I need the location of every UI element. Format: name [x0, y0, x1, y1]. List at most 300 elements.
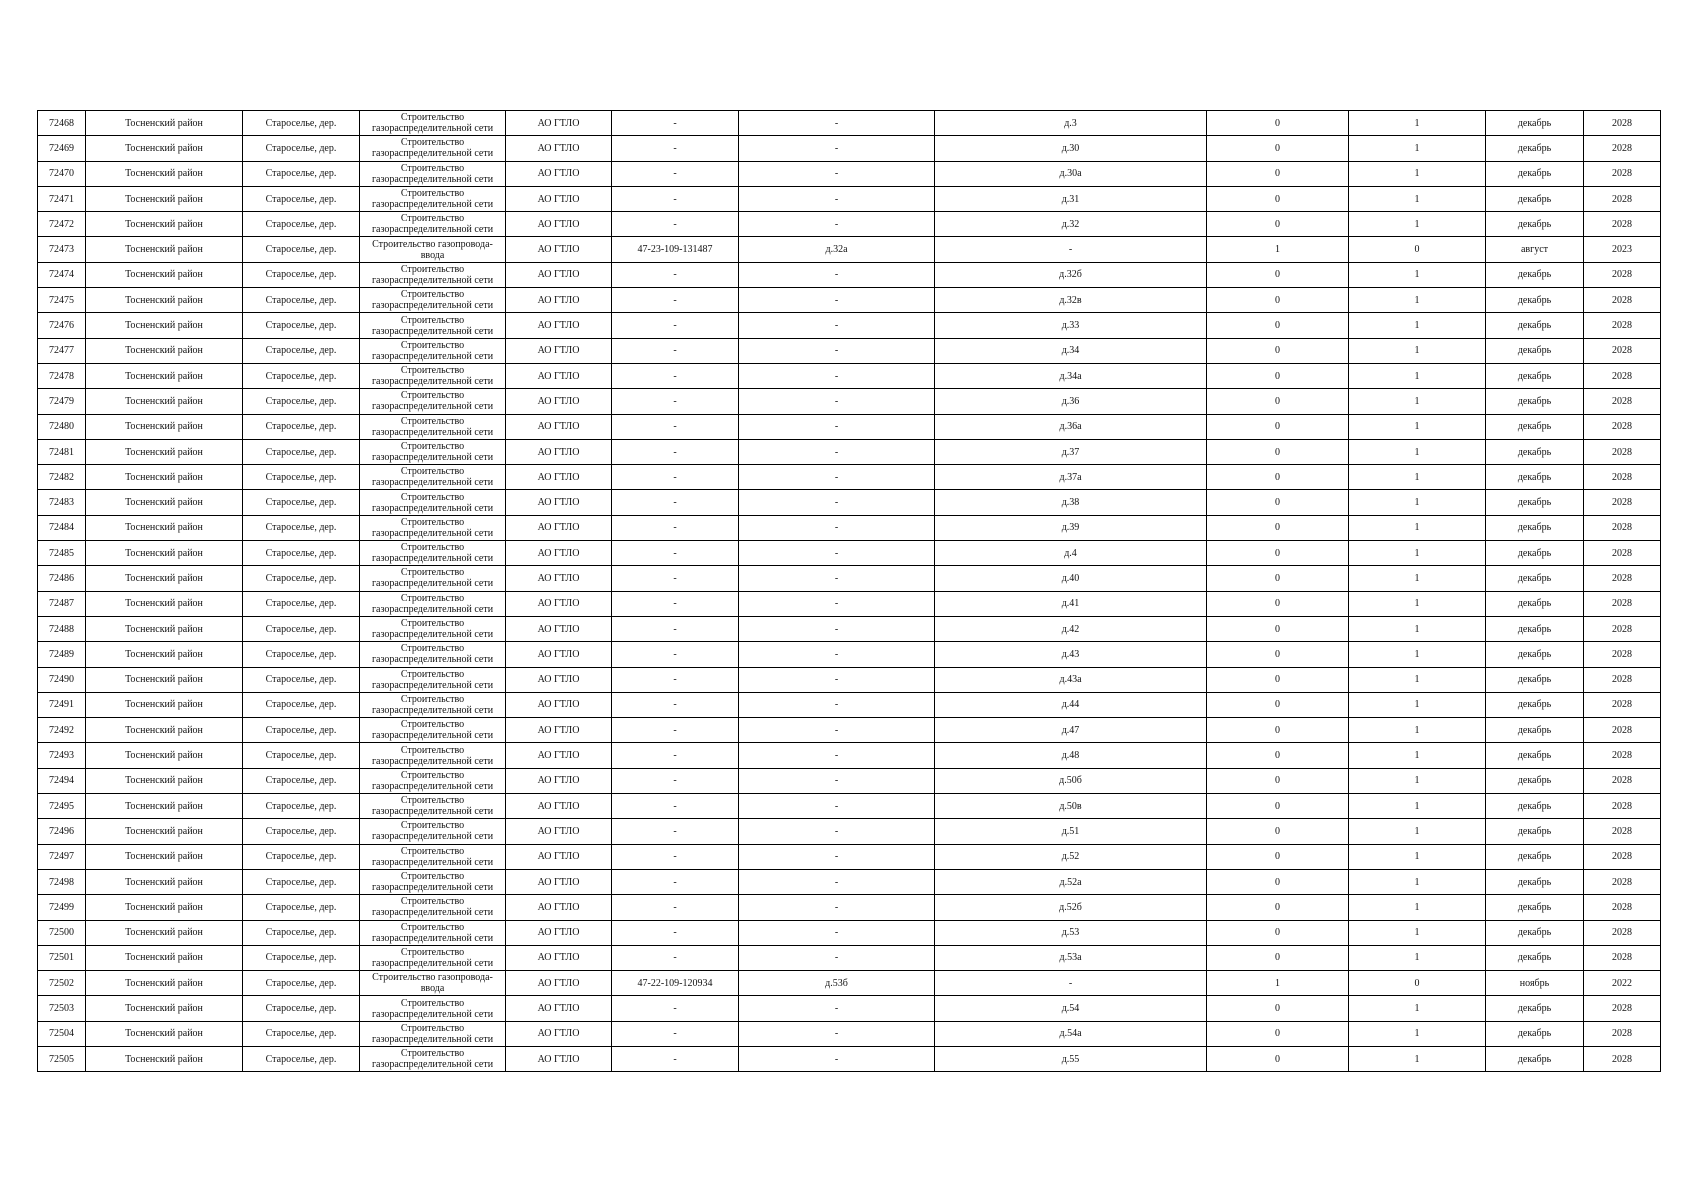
cell-organization: АО ГТЛО	[506, 262, 612, 287]
cell-month: декабрь	[1486, 768, 1584, 793]
cell-organization: АО ГТЛО	[506, 338, 612, 363]
cell-settlement: Староселье, дер.	[243, 920, 360, 945]
cell-address-existing: -	[739, 920, 935, 945]
cell-count-existing: 0	[1207, 996, 1349, 1021]
cell-count-existing: 0	[1207, 313, 1349, 338]
cell-organization: АО ГТЛО	[506, 439, 612, 464]
cell-work-type: Строительство газораспределительной сети	[360, 642, 506, 667]
cell-work-type: Строительство газораспределительной сети	[360, 920, 506, 945]
cell-permit-number: -	[612, 566, 739, 591]
cell-address-existing: -	[739, 338, 935, 363]
cell-count-existing: 0	[1207, 768, 1349, 793]
cell-address-planned: д.41	[935, 591, 1207, 616]
table-row	[38, 262, 1661, 287]
cell-count-existing: 0	[1207, 262, 1349, 287]
cell-work-type: Строительство газораспределительной сети	[360, 288, 506, 313]
table-row	[38, 667, 1661, 692]
cell-settlement: Староселье, дер.	[243, 541, 360, 566]
cell-district: Тосненский район	[86, 616, 243, 641]
table-row	[38, 996, 1661, 1021]
cell-permit-number: -	[612, 591, 739, 616]
cell-organization: АО ГТЛО	[506, 819, 612, 844]
cell-organization: АО ГТЛО	[506, 288, 612, 313]
cell-row-number: 72502	[38, 971, 86, 996]
table-row	[38, 212, 1661, 237]
cell-count-planned: 1	[1349, 313, 1486, 338]
cell-count-planned: 1	[1349, 616, 1486, 641]
cell-month: декабрь	[1486, 692, 1584, 717]
cell-address-planned: д.50в	[935, 794, 1207, 819]
table-row	[38, 616, 1661, 641]
cell-row-number: 72505	[38, 1046, 86, 1071]
cell-row-number: 72482	[38, 465, 86, 490]
cell-organization: АО ГТЛО	[506, 1046, 612, 1071]
cell-row-number: 72479	[38, 389, 86, 414]
cell-permit-number: -	[612, 743, 739, 768]
table-row	[38, 1021, 1661, 1046]
cell-settlement: Староселье, дер.	[243, 237, 360, 262]
cell-address-existing: -	[739, 389, 935, 414]
cell-settlement: Староселье, дер.	[243, 971, 360, 996]
cell-settlement: Староселье, дер.	[243, 161, 360, 186]
cell-settlement: Староселье, дер.	[243, 642, 360, 667]
cell-address-planned: д.53а	[935, 945, 1207, 970]
cell-year: 2028	[1584, 844, 1661, 869]
cell-row-number: 72470	[38, 161, 86, 186]
cell-settlement: Староселье, дер.	[243, 718, 360, 743]
cell-address-existing: -	[739, 288, 935, 313]
cell-address-existing: -	[739, 869, 935, 894]
cell-work-type: Строительство газораспределительной сети	[360, 338, 506, 363]
cell-year: 2023	[1584, 237, 1661, 262]
cell-permit-number: -	[612, 338, 739, 363]
cell-month: декабрь	[1486, 338, 1584, 363]
cell-year: 2028	[1584, 414, 1661, 439]
cell-address-planned: д.37а	[935, 465, 1207, 490]
cell-work-type: Строительство газораспределительной сети	[360, 996, 506, 1021]
cell-count-existing: 0	[1207, 363, 1349, 388]
cell-count-planned: 1	[1349, 338, 1486, 363]
cell-address-existing: -	[739, 996, 935, 1021]
cell-work-type: Строительство газораспределительной сети	[360, 212, 506, 237]
cell-count-existing: 0	[1207, 945, 1349, 970]
cell-address-planned: д.53	[935, 920, 1207, 945]
cell-month: декабрь	[1486, 161, 1584, 186]
cell-district: Тосненский район	[86, 642, 243, 667]
table-row	[38, 313, 1661, 338]
cell-address-existing: -	[739, 212, 935, 237]
cell-address-planned: д.50б	[935, 768, 1207, 793]
cell-address-planned: д.39	[935, 515, 1207, 540]
cell-address-existing: д.53б	[739, 971, 935, 996]
cell-organization: АО ГТЛО	[506, 794, 612, 819]
cell-permit-number: -	[612, 667, 739, 692]
cell-settlement: Староселье, дер.	[243, 111, 360, 136]
cell-month: декабрь	[1486, 794, 1584, 819]
cell-district: Тосненский район	[86, 161, 243, 186]
cell-settlement: Староселье, дер.	[243, 692, 360, 717]
cell-work-type: Строительство газораспределительной сети	[360, 566, 506, 591]
cell-settlement: Староселье, дер.	[243, 895, 360, 920]
cell-address-planned: д.44	[935, 692, 1207, 717]
cell-permit-number: -	[612, 111, 739, 136]
cell-district: Тосненский район	[86, 768, 243, 793]
cell-address-existing: -	[739, 186, 935, 211]
cell-address-planned: д.52	[935, 844, 1207, 869]
cell-address-planned: д.38	[935, 490, 1207, 515]
table-row	[38, 363, 1661, 388]
cell-organization: АО ГТЛО	[506, 515, 612, 540]
cell-district: Тосненский район	[86, 1021, 243, 1046]
cell-organization: АО ГТЛО	[506, 212, 612, 237]
cell-settlement: Староселье, дер.	[243, 1021, 360, 1046]
cell-row-number: 72503	[38, 996, 86, 1021]
cell-address-planned: д.51	[935, 819, 1207, 844]
cell-month: декабрь	[1486, 541, 1584, 566]
cell-count-planned: 1	[1349, 642, 1486, 667]
cell-work-type: Строительство газораспределительной сети	[360, 1021, 506, 1046]
cell-organization: АО ГТЛО	[506, 465, 612, 490]
cell-organization: АО ГТЛО	[506, 743, 612, 768]
cell-district: Тосненский район	[86, 819, 243, 844]
cell-count-existing: 0	[1207, 869, 1349, 894]
cell-row-number: 72469	[38, 136, 86, 161]
cell-year: 2028	[1584, 161, 1661, 186]
data-table	[37, 110, 1661, 1072]
cell-district: Тосненский район	[86, 136, 243, 161]
cell-row-number: 72499	[38, 895, 86, 920]
cell-row-number: 72486	[38, 566, 86, 591]
cell-address-planned: д.54	[935, 996, 1207, 1021]
cell-work-type: Строительство газораспределительной сети	[360, 186, 506, 211]
cell-district: Тосненский район	[86, 389, 243, 414]
cell-row-number: 72491	[38, 692, 86, 717]
cell-count-planned: 1	[1349, 667, 1486, 692]
cell-district: Тосненский район	[86, 591, 243, 616]
cell-year: 2028	[1584, 338, 1661, 363]
cell-row-number: 72473	[38, 237, 86, 262]
cell-month: декабрь	[1486, 819, 1584, 844]
cell-organization: АО ГТЛО	[506, 389, 612, 414]
cell-count-existing: 0	[1207, 490, 1349, 515]
cell-address-existing: -	[739, 490, 935, 515]
cell-month: декабрь	[1486, 844, 1584, 869]
cell-count-existing: 0	[1207, 338, 1349, 363]
cell-month: декабрь	[1486, 642, 1584, 667]
table-row	[38, 288, 1661, 313]
cell-work-type: Строительство газораспределительной сети	[360, 1046, 506, 1071]
cell-organization: АО ГТЛО	[506, 667, 612, 692]
cell-address-planned: д.36	[935, 389, 1207, 414]
cell-address-planned: д.43	[935, 642, 1207, 667]
cell-count-planned: 1	[1349, 869, 1486, 894]
cell-address-existing: -	[739, 718, 935, 743]
cell-row-number: 72481	[38, 439, 86, 464]
cell-address-existing: -	[739, 111, 935, 136]
cell-month: ноябрь	[1486, 971, 1584, 996]
cell-month: декабрь	[1486, 136, 1584, 161]
cell-settlement: Староселье, дер.	[243, 794, 360, 819]
cell-work-type: Строительство газораспределительной сети	[360, 136, 506, 161]
cell-address-planned: д.31	[935, 186, 1207, 211]
cell-row-number: 72474	[38, 262, 86, 287]
cell-permit-number: -	[612, 794, 739, 819]
cell-work-type: Строительство газораспределительной сети	[360, 490, 506, 515]
cell-permit-number: -	[612, 819, 739, 844]
cell-count-existing: 0	[1207, 389, 1349, 414]
cell-district: Тосненский район	[86, 743, 243, 768]
cell-permit-number: -	[612, 616, 739, 641]
cell-address-planned: -	[935, 971, 1207, 996]
cell-count-planned: 1	[1349, 692, 1486, 717]
cell-count-planned: 1	[1349, 1046, 1486, 1071]
cell-settlement: Староселье, дер.	[243, 768, 360, 793]
cell-count-existing: 0	[1207, 718, 1349, 743]
table-row	[38, 895, 1661, 920]
cell-work-type: Строительство газораспределительной сети	[360, 161, 506, 186]
cell-organization: АО ГТЛО	[506, 566, 612, 591]
cell-settlement: Староселье, дер.	[243, 591, 360, 616]
cell-count-planned: 1	[1349, 414, 1486, 439]
cell-address-existing: -	[739, 692, 935, 717]
cell-settlement: Староселье, дер.	[243, 869, 360, 894]
cell-month: декабрь	[1486, 566, 1584, 591]
cell-address-planned: -	[935, 237, 1207, 262]
cell-settlement: Староселье, дер.	[243, 490, 360, 515]
cell-month: декабрь	[1486, 288, 1584, 313]
table-row	[38, 692, 1661, 717]
cell-work-type: Строительство газораспределительной сети	[360, 262, 506, 287]
cell-permit-number: -	[612, 136, 739, 161]
cell-district: Тосненский район	[86, 718, 243, 743]
cell-address-existing: -	[739, 414, 935, 439]
table-row	[38, 794, 1661, 819]
cell-settlement: Староселье, дер.	[243, 743, 360, 768]
cell-district: Тосненский район	[86, 212, 243, 237]
cell-year: 2028	[1584, 591, 1661, 616]
cell-year: 2028	[1584, 313, 1661, 338]
cell-work-type: Строительство газораспределительной сети	[360, 895, 506, 920]
cell-work-type: Строительство газораспределительной сети	[360, 768, 506, 793]
cell-count-existing: 0	[1207, 895, 1349, 920]
cell-work-type: Строительство газораспределительной сети	[360, 591, 506, 616]
cell-year: 2028	[1584, 743, 1661, 768]
cell-work-type: Строительство газораспределительной сети	[360, 313, 506, 338]
cell-count-planned: 1	[1349, 743, 1486, 768]
cell-organization: АО ГТЛО	[506, 920, 612, 945]
cell-row-number: 72476	[38, 313, 86, 338]
cell-organization: АО ГТЛО	[506, 591, 612, 616]
cell-permit-number: -	[612, 718, 739, 743]
cell-district: Тосненский район	[86, 996, 243, 1021]
cell-count-planned: 1	[1349, 895, 1486, 920]
cell-work-type: Строительство газораспределительной сети	[360, 692, 506, 717]
table-body	[38, 111, 1661, 1072]
cell-year: 2028	[1584, 1021, 1661, 1046]
cell-district: Тосненский район	[86, 439, 243, 464]
cell-row-number: 72504	[38, 1021, 86, 1046]
cell-address-existing: -	[739, 743, 935, 768]
cell-month: август	[1486, 237, 1584, 262]
cell-organization: АО ГТЛО	[506, 313, 612, 338]
cell-count-existing: 0	[1207, 743, 1349, 768]
cell-permit-number: -	[612, 439, 739, 464]
cell-work-type: Строительство газопровода-ввода	[360, 237, 506, 262]
cell-work-type: Строительство газораспределительной сети	[360, 616, 506, 641]
cell-address-existing: -	[739, 136, 935, 161]
cell-permit-number: -	[612, 945, 739, 970]
table-row	[38, 541, 1661, 566]
cell-month: декабрь	[1486, 591, 1584, 616]
cell-permit-number: -	[612, 869, 739, 894]
cell-address-planned: д.33	[935, 313, 1207, 338]
cell-permit-number: -	[612, 895, 739, 920]
cell-year: 2028	[1584, 389, 1661, 414]
cell-year: 2028	[1584, 692, 1661, 717]
cell-district: Тосненский район	[86, 794, 243, 819]
cell-year: 2028	[1584, 819, 1661, 844]
cell-row-number: 72497	[38, 844, 86, 869]
cell-month: декабрь	[1486, 743, 1584, 768]
cell-work-type: Строительство газораспределительной сети	[360, 819, 506, 844]
cell-organization: АО ГТЛО	[506, 869, 612, 894]
cell-permit-number: -	[612, 996, 739, 1021]
table-row	[38, 566, 1661, 591]
cell-address-existing: -	[739, 844, 935, 869]
cell-address-planned: д.42	[935, 616, 1207, 641]
cell-permit-number: -	[612, 414, 739, 439]
cell-count-planned: 1	[1349, 262, 1486, 287]
cell-month: декабрь	[1486, 389, 1584, 414]
cell-organization: АО ГТЛО	[506, 642, 612, 667]
cell-address-existing: -	[739, 515, 935, 540]
cell-count-existing: 0	[1207, 667, 1349, 692]
cell-district: Тосненский район	[86, 338, 243, 363]
cell-address-planned: д.30	[935, 136, 1207, 161]
cell-address-existing: -	[739, 591, 935, 616]
cell-count-planned: 1	[1349, 591, 1486, 616]
cell-year: 2028	[1584, 515, 1661, 540]
cell-address-existing: -	[739, 566, 935, 591]
cell-district: Тосненский район	[86, 895, 243, 920]
cell-month: декабрь	[1486, 996, 1584, 1021]
cell-organization: АО ГТЛО	[506, 414, 612, 439]
cell-month: декабрь	[1486, 945, 1584, 970]
cell-count-planned: 1	[1349, 515, 1486, 540]
cell-count-planned: 1	[1349, 465, 1486, 490]
cell-district: Тосненский район	[86, 414, 243, 439]
cell-count-planned: 1	[1349, 136, 1486, 161]
cell-settlement: Староселье, дер.	[243, 389, 360, 414]
cell-work-type: Строительство газораспределительной сети	[360, 389, 506, 414]
cell-row-number: 72478	[38, 363, 86, 388]
cell-district: Тосненский район	[86, 945, 243, 970]
cell-year: 2028	[1584, 186, 1661, 211]
cell-count-planned: 1	[1349, 186, 1486, 211]
cell-organization: АО ГТЛО	[506, 718, 612, 743]
cell-count-existing: 0	[1207, 1046, 1349, 1071]
cell-address-existing: д.32а	[739, 237, 935, 262]
cell-month: декабрь	[1486, 616, 1584, 641]
cell-count-existing: 0	[1207, 642, 1349, 667]
cell-month: декабрь	[1486, 920, 1584, 945]
cell-year: 2028	[1584, 111, 1661, 136]
cell-organization: АО ГТЛО	[506, 237, 612, 262]
table-row	[38, 414, 1661, 439]
cell-month: декабрь	[1486, 212, 1584, 237]
cell-count-planned: 1	[1349, 718, 1486, 743]
cell-organization: АО ГТЛО	[506, 971, 612, 996]
cell-count-existing: 0	[1207, 692, 1349, 717]
cell-address-planned: д.48	[935, 743, 1207, 768]
cell-settlement: Староселье, дер.	[243, 212, 360, 237]
cell-count-planned: 1	[1349, 1021, 1486, 1046]
cell-year: 2028	[1584, 895, 1661, 920]
cell-address-planned: д.55	[935, 1046, 1207, 1071]
cell-count-existing: 0	[1207, 439, 1349, 464]
cell-year: 2028	[1584, 212, 1661, 237]
cell-organization: АО ГТЛО	[506, 186, 612, 211]
cell-work-type: Строительство газораспределительной сети	[360, 945, 506, 970]
cell-work-type: Строительство газораспределительной сети	[360, 667, 506, 692]
cell-address-existing: -	[739, 768, 935, 793]
cell-district: Тосненский район	[86, 186, 243, 211]
cell-address-planned: д.34	[935, 338, 1207, 363]
cell-address-existing: -	[739, 439, 935, 464]
cell-count-existing: 0	[1207, 186, 1349, 211]
cell-settlement: Староселье, дер.	[243, 566, 360, 591]
cell-row-number: 72496	[38, 819, 86, 844]
cell-address-planned: д.34а	[935, 363, 1207, 388]
cell-work-type: Строительство газопровода-ввода	[360, 971, 506, 996]
table-row	[38, 136, 1661, 161]
table-row	[38, 642, 1661, 667]
cell-organization: АО ГТЛО	[506, 136, 612, 161]
cell-permit-number: -	[612, 541, 739, 566]
cell-organization: АО ГТЛО	[506, 895, 612, 920]
cell-row-number: 72483	[38, 490, 86, 515]
cell-count-existing: 0	[1207, 566, 1349, 591]
cell-count-existing: 0	[1207, 414, 1349, 439]
cell-work-type: Строительство газораспределительной сети	[360, 515, 506, 540]
cell-address-existing: -	[739, 616, 935, 641]
cell-month: декабрь	[1486, 186, 1584, 211]
cell-row-number: 72495	[38, 794, 86, 819]
cell-permit-number: -	[612, 1021, 739, 1046]
cell-address-existing: -	[739, 819, 935, 844]
cell-work-type: Строительство газораспределительной сети	[360, 363, 506, 388]
cell-count-existing: 0	[1207, 515, 1349, 540]
cell-row-number: 72490	[38, 667, 86, 692]
cell-address-existing: -	[739, 313, 935, 338]
table-row	[38, 591, 1661, 616]
cell-year: 2028	[1584, 541, 1661, 566]
cell-month: декабрь	[1486, 1046, 1584, 1071]
cell-count-existing: 0	[1207, 465, 1349, 490]
cell-row-number: 72472	[38, 212, 86, 237]
cell-settlement: Староселье, дер.	[243, 439, 360, 464]
cell-count-planned: 1	[1349, 768, 1486, 793]
cell-count-planned: 0	[1349, 971, 1486, 996]
table-row	[38, 237, 1661, 262]
cell-address-planned: д.37	[935, 439, 1207, 464]
cell-address-existing: -	[739, 262, 935, 287]
cell-row-number: 72489	[38, 642, 86, 667]
cell-address-planned: д.3	[935, 111, 1207, 136]
cell-count-planned: 1	[1349, 541, 1486, 566]
cell-month: декабрь	[1486, 667, 1584, 692]
cell-month: декабрь	[1486, 1021, 1584, 1046]
